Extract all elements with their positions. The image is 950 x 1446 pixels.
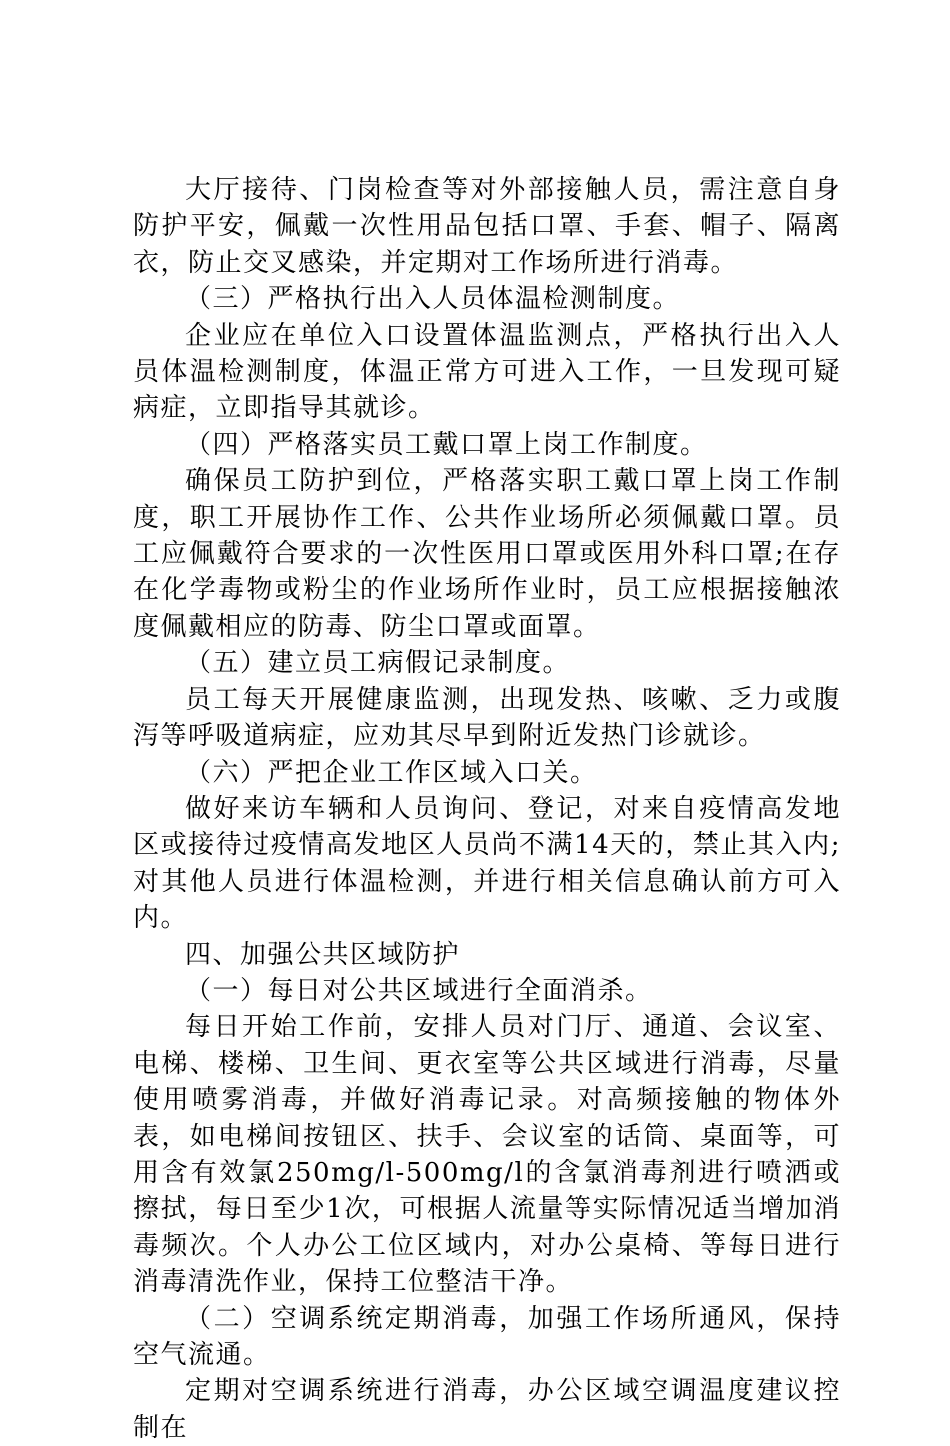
paragraph-sick-leave: 员工每天开展健康监测，出现发热、咳嗽、乏力或腹泻等呼吸道病症，应劝其尽早到附近发热门诊就诊。 [133,684,841,752]
paragraph-daily-disinfection: 每日开始工作前，安排人员对门厅、通道、会议室、电梯、楼梯、卫生间、更衣室等公共区域进行消毒，尽量使用喷雾消毒，并做好消毒记录。对高频接触的物体外表，如电梯间按钮区、扶手、会议室的话筒、桌面等，可用含有效氯250mg/l-500mg/l的含氯消毒剂进行喷洒或擦拭，每日至少1次，可根据人流量等实际情况适当增加消毒频次。个人办公工位区域内，对办公桌椅、等每日进行消毒清洗作业，保持工位整洁干净。 [133,1012,841,1298]
paragraph-mask-policy: 确保员工防护到位，严格落实职工戴口罩上岗工作制度，职工开展协作工作、公共作业场所必须佩戴口罩。员工应佩戴符合要求的一次性医用口罩或医用外科口罩;在存在化学毒物或粉尘的作业场所作业时，员工应根据接触浓度佩戴相应的防毒、防尘口罩或面罩。 [133,466,841,642]
paragraph-reception-protection: 大厅接待、门岗检查等对外部接触人员，需注意自身防护平安，佩戴一次性用品包括口罩、手套、帽子、隔离衣，防止交叉感染，并定期对工作场所进行消毒。 [133,175,841,278]
section-heading-ventilation: （二）空调系统定期消毒，加强工作场所通风，保持空气流通。 [133,1303,841,1370]
paragraph-air-conditioning: 定期对空调系统进行消毒，办公区域空调温度建议控制在 [133,1376,841,1443]
document-body [133,172,841,1446]
section-heading-daily-disinfection: （一）每日对公共区域进行全面消杀。 [185,975,653,1006]
section-heading-entrance-control: （六）严把企业工作区域入口关。 [185,757,598,788]
paragraph-entrance-control: 做好来访车辆和人员询问、登记，对来自疫情高发地区或接待过疫情高发地区人员尚不满14天的，禁止其入内;对其他人员进行体温检测，并进行相关信息确认前方可入内。 [133,793,841,934]
section-heading-mask-policy: （四）严格落实员工戴口罩上岗工作制度。 [185,429,708,460]
section-heading-sick-leave: （五）建立员工病假记录制度。 [185,648,571,679]
section-heading-temperature-check: （三）严格执行出入人员体温检测制度。 [185,284,681,315]
chapter-heading-public-areas: 四、加强公共区域防护 [185,939,461,970]
paragraph-temperature-check: 企业应在单位入口设置体温监测点，严格执行出入人员体温检测制度，体温正常方可进入工作，一旦发现可疑病症，立即指导其就诊。 [133,320,841,424]
